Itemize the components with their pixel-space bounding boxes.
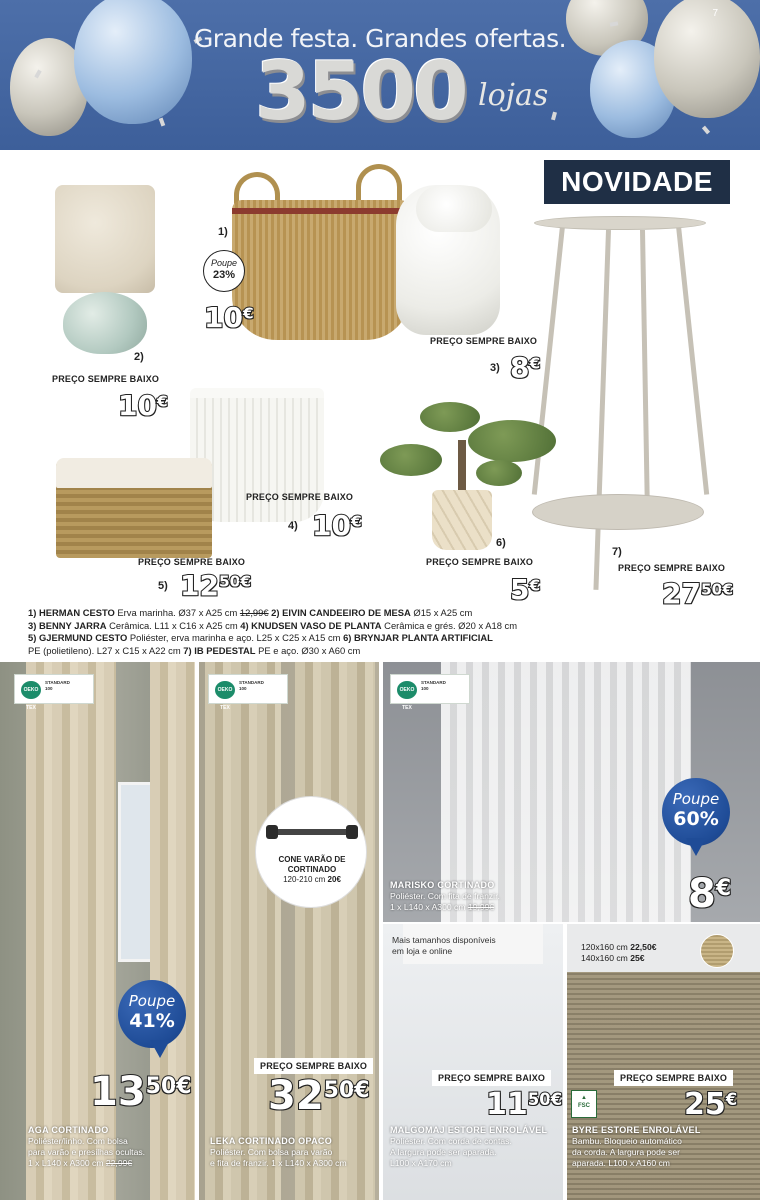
product-price: 5€ [510, 573, 541, 606]
table-leg-image [593, 230, 611, 590]
basket-image [232, 200, 410, 340]
description-line: 5) GJERMUND CESTO Poliéster, erva marinha e aço. L25 x C25 x A15 cm 6) BRYNJAR PLANTA ARTIFICIAL [28, 632, 493, 644]
confetti-decoration [702, 126, 710, 135]
bamboo-swatch-image [700, 934, 734, 968]
price-tag-label: PREÇO SEMPRE BAIXO [426, 557, 534, 567]
marisko-description: MARISKO CORTINADO Poliéster. Com fita de franzir. 1 x L140 x A300 cm 19,99€ [390, 880, 500, 912]
page-number: 7 [712, 8, 718, 19]
product-name: MALGOMAJ ESTORE ENROLÁVEL [390, 1125, 548, 1135]
banner-headline: Grande festa. Grandes ofertas. [193, 24, 567, 53]
product-index: 2) [134, 351, 144, 363]
leka-description: LEKA CORTINADO OPACO Poliéster. Com bolsa para varão e fita de franzir. 1 x L140 x A300 cm [210, 1136, 347, 1168]
product-index: 1) [218, 226, 228, 238]
byre-description: BYRE ESTORE ENROLÁVEL Bambu. Bloqueio automático da corda. A largura pode ser aparada. L100 x A160 cm [572, 1125, 701, 1168]
product-price: $11^{50€}$ [486, 1087, 563, 1122]
product-price: $27^{50€}$ [662, 577, 734, 610]
confetti-decoration [159, 118, 165, 127]
lamp-base-image [63, 292, 147, 354]
bonsai-foliage-image [468, 420, 556, 462]
oeko-tex-text: STANDARD 100 [421, 680, 446, 691]
save-badge [203, 250, 245, 292]
description-line: PE (polietileno). L27 x C15 x A22 cm 7) IB PEDESTAL PE e aço. Ø30 x A60 cm [28, 644, 361, 656]
table-shelf-image [532, 494, 704, 530]
save-word: Poupe [128, 992, 176, 1010]
product-index: 7) [612, 546, 622, 558]
vase-top-image [416, 186, 492, 232]
price-tag-label: PREÇO SEMPRE BAIXO [618, 563, 726, 573]
oeko-tex-icon: OEKO TEX [397, 681, 417, 699]
save-badge-word: Poupe [210, 258, 238, 268]
bonsai-foliage-image [420, 402, 480, 432]
confetti-decoration [551, 112, 557, 121]
description-line: 1) HERMAN CESTO Erva marinha. Ø37 x A25 cm 12,99€ 2) EIVIN CANDEEIRO DE MESA Ø15 x A25 cm [28, 607, 473, 618]
oeko-tex-text: STANDARD 100 [45, 680, 70, 691]
save-percent: 41% [129, 1010, 175, 1032]
price-tag-label: PREÇO SEMPRE BAIXO [430, 336, 538, 346]
oeko-tex-label [390, 674, 470, 711]
rod-finial-image [346, 825, 358, 839]
oeko-tex-icon: OEKO TEX [215, 681, 235, 699]
table-top-image [534, 216, 706, 230]
product-price: 25€ [684, 1087, 738, 1122]
old-price: 12,99€ [239, 607, 269, 618]
aga-description: AGA CORTINADO Poliéster/linho. Com bolsa para varão e presilhas ocultas. 1 x L140 x A300 cm 22,99€ [28, 1125, 146, 1168]
product-price: $32^{50€}$ [268, 1073, 370, 1119]
product-price: 10€ [118, 389, 168, 422]
fsc-logo: ▲ FSC [571, 1090, 597, 1118]
rod-finial-image [266, 825, 278, 839]
curtain-rod-text: CONE VARÃO DE CORTINADO 120-210 cm 20€ [278, 855, 346, 884]
description-line: 3) BENNY JARRA Cerâmica. L11 x C16 x A25 cm 4) KNUDSEN VASO DE PLANTA Cerâmica e grés. Ø20 x A18 cm [28, 619, 518, 631]
product-index: 4) [288, 520, 298, 532]
leka-curtain-photo [199, 662, 379, 1200]
save-bubble [118, 980, 186, 1048]
product-index: 3) [490, 362, 500, 374]
novidade-label: NOVIDADE [544, 160, 730, 204]
malgomaj-description: MALGOMAJ ESTORE ENROLÁVEL Poliéster. Com corda de contas. A largura pode ser aparada. L100 x A170 cm [390, 1125, 548, 1168]
save-word: Poupe [672, 790, 720, 808]
more-sizes-note: Mais tamanhos disponíveis em loja e online [392, 935, 496, 956]
byre-size-options: 120x160 cm 22,50€ 140x160 cm 25€ [581, 942, 657, 963]
basket-handle-image [356, 164, 402, 202]
banner-script-word: lojas [478, 78, 549, 113]
curtain-image [205, 662, 281, 1200]
banner-store-count: 3500 [255, 45, 466, 138]
curtain-rod-image [272, 829, 352, 835]
save-badge-percent: 23% [212, 268, 236, 281]
save-bubble [662, 778, 730, 846]
product-name: MARISKO CORTINADO [390, 880, 495, 890]
table-leg-image [676, 226, 709, 495]
product-name: LEKA CORTINADO OPACO [210, 1136, 332, 1146]
old-price: 19,99€ [467, 902, 495, 912]
save-bubble-tail [686, 838, 706, 856]
product-index: 6) [496, 537, 506, 549]
old-price: 22,99€ [105, 1158, 133, 1168]
rod-price: 20€ [327, 875, 341, 884]
product-price: 8€ [510, 351, 541, 384]
price-tag-label: PREÇO SEMPRE BAIXO [254, 1058, 373, 1074]
balloon-image [654, 0, 760, 118]
product-price: 10€ [312, 509, 362, 542]
oeko-tex-icon: OEKO TEX [21, 681, 41, 699]
product-price: 10€ [204, 301, 254, 334]
price-tag-label: PREÇO SEMPRE BAIXO [52, 374, 160, 384]
product-name: AGA CORTINADO [28, 1125, 109, 1135]
bonsai-trunk-image [458, 440, 466, 494]
product-name: BYRE ESTORE ENROLÁVEL [572, 1125, 701, 1135]
product-descriptions [28, 607, 548, 657]
oeko-tex-text: STANDARD 100 [239, 680, 264, 691]
oeko-tex-label [208, 674, 288, 711]
price-tag-label: PREÇO SEMPRE BAIXO [432, 1070, 551, 1086]
price-tag-label: PREÇO SEMPRE BAIXO [246, 492, 354, 502]
aga-curtain-photo [0, 662, 195, 1200]
product-price: 8€ [688, 871, 732, 917]
basket-liner-image [56, 458, 212, 488]
curtain-image [295, 662, 375, 1200]
balloon-image [74, 0, 192, 124]
product-price: $13^{50€}$ [90, 1069, 192, 1115]
bonsai-foliage-image [380, 444, 442, 476]
curtain-rod-callout [255, 796, 367, 908]
price-tag-label: PREÇO SEMPRE BAIXO [138, 557, 246, 567]
price-tag-label: PREÇO SEMPRE BAIXO [614, 1070, 733, 1086]
save-bubble-tail [150, 1040, 170, 1058]
lamp-image [55, 185, 155, 293]
promo-banner [0, 0, 760, 150]
oeko-tex-label [14, 674, 94, 711]
curtain-image [150, 662, 195, 1200]
save-percent: 60% [673, 808, 719, 830]
product-price: $12^{50€}$ [180, 569, 252, 602]
product-index: 5) [158, 580, 168, 592]
fsc-tree-icon: ▲ [581, 1095, 587, 1101]
bonsai-foliage-image [476, 460, 522, 486]
table-leg-image [640, 230, 650, 520]
curtain-image [26, 662, 116, 1200]
bonsai-pot-image [432, 490, 492, 550]
